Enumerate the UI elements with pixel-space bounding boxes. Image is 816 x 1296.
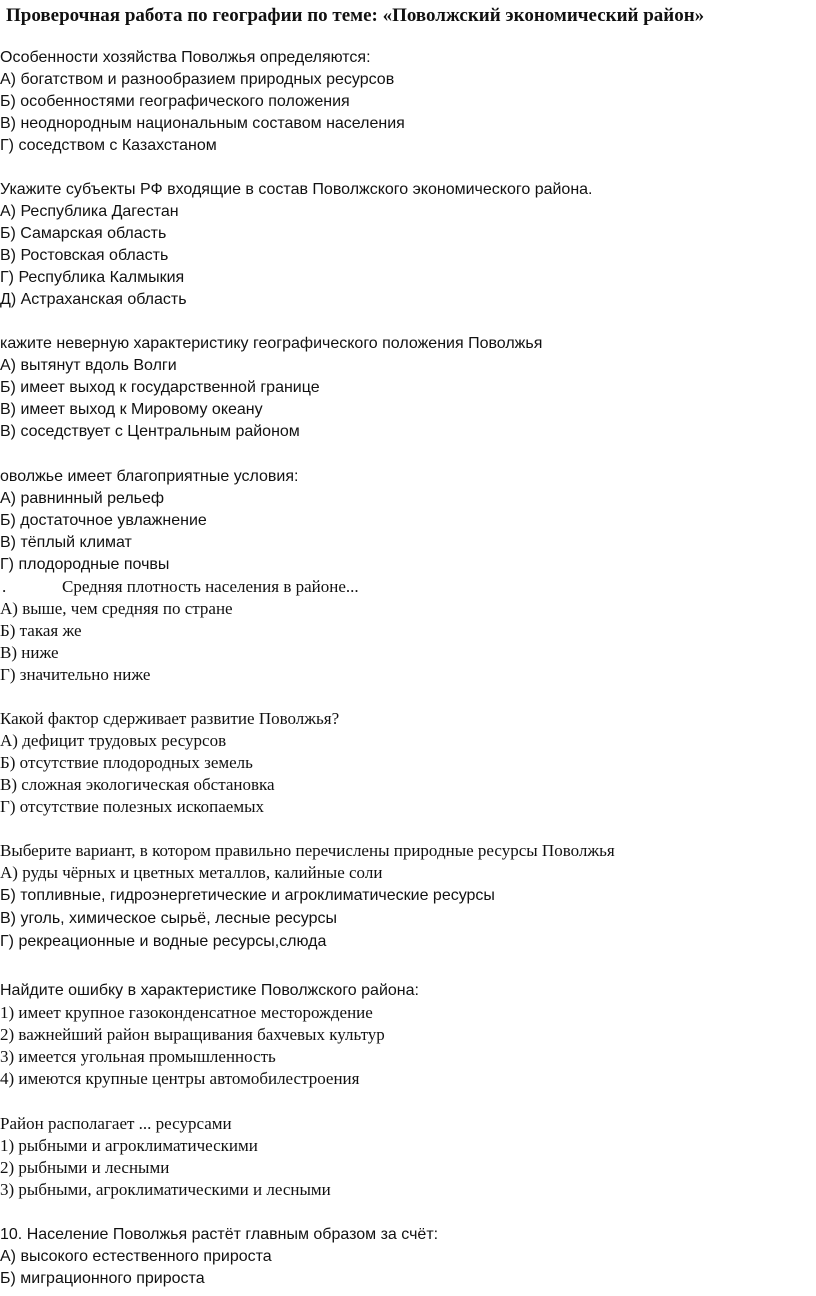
question-4-option-c: В) тёплый климат: [0, 534, 132, 551]
question-5-option-d: Г) значительно ниже: [0, 665, 151, 684]
question-3-option-d: В) соседствует с Центральным районом: [0, 423, 300, 440]
question-4-option-a: А) равнинный рельеф: [0, 490, 165, 507]
question-6-option-d: Г) отсутствие полезных ископаемых: [0, 797, 265, 816]
question-4-option-d: Г) плодородные почвы: [0, 556, 170, 573]
question-9-option-2: 2) рыбными и лесными: [0, 1158, 170, 1177]
question-3-option-b: Б) имеет выход к государственной границе: [0, 379, 320, 396]
question-6-option-a: А) дефицит трудовых ресурсов: [0, 731, 227, 750]
question-7: Выберите вариант, в котором правильно перечислены природные ресурсы Поволжья: [0, 841, 615, 860]
question-2-option-d: Г) Республика Калмыкия: [0, 269, 185, 286]
question-2: Укажите субъекты РФ входящие в состав Поволжского экономического района.: [0, 181, 593, 198]
question-6-option-c: В) сложная экологическая обстановка: [0, 775, 275, 794]
question-5: Средняя плотность населения в районе...: [62, 577, 359, 596]
question-7-option-a: А) руды чёрных и цветных металлов, калийные соли: [0, 863, 383, 882]
question-7-option-c: В) уголь, химическое сырьё, лесные ресурсы: [0, 910, 338, 927]
question-9-option-1: 1) рыбными и агроклиматическими: [0, 1136, 258, 1155]
question-10-option-a: А) высокого естественного прироста: [0, 1248, 272, 1265]
question-2-option-c: В) Ростовская область: [0, 247, 169, 264]
question-1-option-d: Г) соседством с Казахстаном: [0, 137, 217, 154]
question-6-option-b: Б) отсутствие плодородных земель: [0, 753, 253, 772]
question-5-option-a: А) выше, чем средняя по стране: [0, 599, 233, 618]
question-2-option-b: Б) Самарская область: [0, 225, 167, 242]
question-10-option-b: Б) миграционного прироста: [0, 1270, 205, 1287]
question-1-option-a: А) богатством и разнообразием природных ресурсов: [0, 71, 395, 88]
question-7-option-d: Г) рекреационные и водные ресурсы,слюда: [0, 933, 327, 950]
question-4-option-b: Б) достаточное увлажнение: [0, 512, 207, 529]
question-2-option-a: А) Республика Дагестан: [0, 203, 179, 220]
question-8-option-4: 4) имеются крупные центры автомобилестроения: [0, 1069, 360, 1088]
question-1: Особенности хозяйства Поволжья определяются:: [0, 49, 371, 66]
question-8-option-2: 2) важнейший район выращивания бахчевых культур: [0, 1025, 385, 1044]
question-8-option-1: 1) имеет крупное газоконденсатное месторождение: [0, 1003, 373, 1022]
question-9-option-3: 3) рыбными, агроклиматическими и лесными: [0, 1180, 331, 1199]
question-2-option-e: Д) Астраханская область: [0, 291, 187, 308]
question-3-option-c: В) имеет выход к Мировому океану: [0, 401, 263, 418]
question-9: Район располагает ... ресурсами: [0, 1114, 232, 1133]
question-1-option-b: Б) особенностями географического положения: [0, 93, 350, 110]
question-5-option-c: В) ниже: [0, 643, 59, 662]
question-1-option-c: В) неоднородным национальным составом населения: [0, 115, 405, 132]
question-3: кажите неверную характеристику географического положения Поволжья: [0, 335, 543, 352]
question-3-option-a: А) вытянут вдоль Волги: [0, 357, 177, 374]
question-4: оволжье имеет благоприятные условия:: [0, 468, 299, 485]
question-8: Найдите ошибку в характеристике Поволжского района:: [0, 982, 419, 999]
page-title: Проверочная работа по географии по теме: «Поволжский экономический район»: [6, 5, 705, 26]
question-8-option-3: 3) имеется угольная промышленность: [0, 1047, 276, 1066]
question-10: 10. Население Поволжья растёт главным образом за счёт:: [0, 1226, 439, 1243]
question-6: Какой фактор сдерживает развитие Поволжья?: [0, 709, 340, 728]
question-7-option-b: Б) топливные, гидроэнергетические и агроклиматические ресурсы: [0, 887, 495, 904]
question-5-option-b: Б) такая же: [0, 621, 82, 640]
question-5-marker: .: [2, 577, 7, 596]
